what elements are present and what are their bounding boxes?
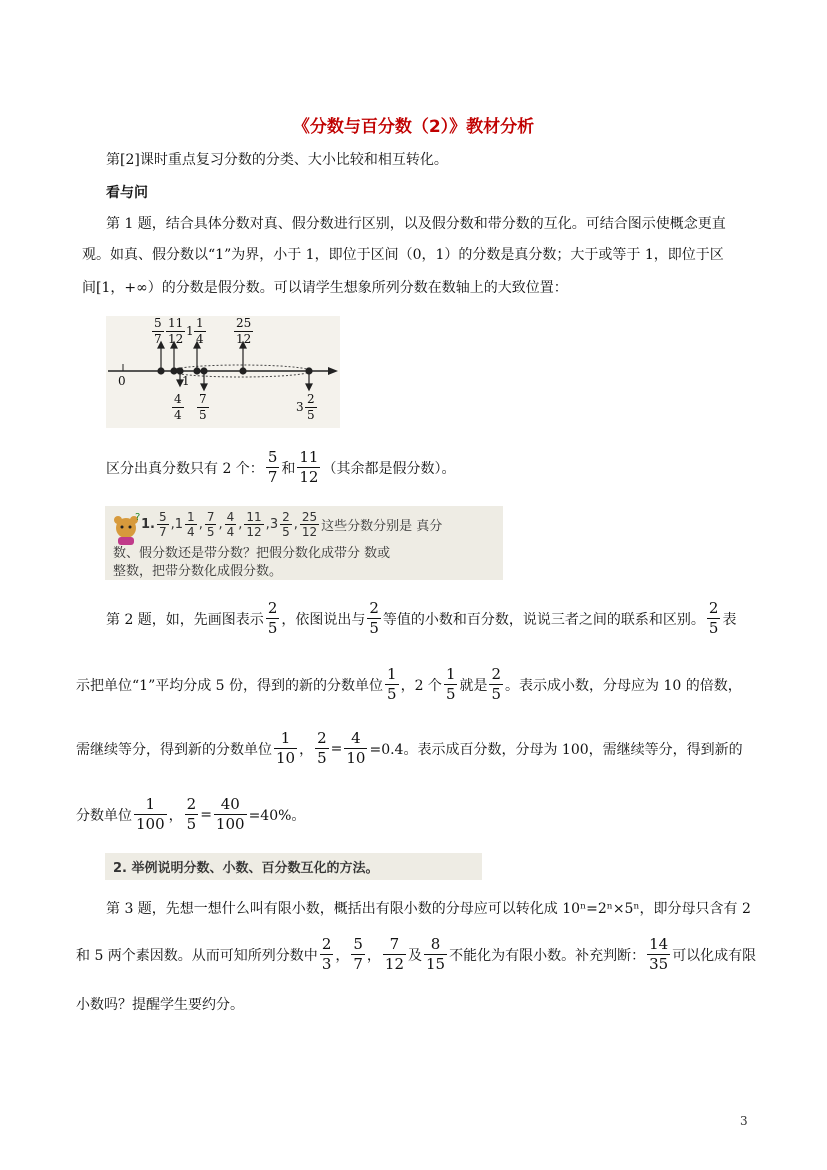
frac-4-4: $\frac{4}{4}$ [174,392,182,422]
label-zero: 0 [118,374,126,388]
point-7-5 [201,368,207,374]
number-line-figure [106,316,340,428]
q1-line2: 数、假分数还是带分数？把假分数化成带分 数或 [113,546,391,561]
frac-25-12: $\frac{25}{12}$ [236,316,252,346]
p4-line1: 第 3 题，先想一想什么叫有限小数，概括出有限小数的分母应可以转化成 10ⁿ=2ⁿ×5ⁿ，即分母只含有 2 [106,901,751,917]
frac-11-12: $\frac{11}{12}$ [299,448,319,486]
point-1-1-4 [194,368,200,374]
intro-text: 第[2]课时重点复习分数的分类、大小比较和相互转化。 [106,152,448,168]
p1-line2: 观。如真、假分数以“1”为界，小于 1，即位于区间（0，1）的分数是真分数；大于或等于 1，即位于区 [82,247,724,263]
point-5-7 [158,368,164,374]
frac-1-4: $\frac{1}{4}$ [196,316,204,346]
p3-line3: 需继续等分，得到新的分数单位 $\frac{1}{10}$ ， $\frac{2}{5}$ = $\frac{4}{10}$ =0.4。表示成百分数，分母为 100，需继续等分，得到新的 [76,729,743,767]
p3-line1: 第 2 题，如，先画图表示 $\frac{2}{5}$ ，依图说出与 $\frac{2}{5}$ 等值的小数和百分数，说说三者之间的联系和区别。 $\frac{2}{5}$ 表 [106,599,737,637]
mixed-3-whole: 3 [296,400,304,414]
p2-line: 区分出真分数只有 2 个： $\frac{5}{7}$ 和 $\frac{11}{12}$ （其余都是假分数）。 [106,448,456,486]
p3-line4: 分数单位 $\frac{1}{100}$ ， $\frac{2}{5}$ = $\frac{40}{100}$ =40%。 [76,795,306,833]
frac-2-5: $\frac{2}{5}$ [307,392,315,422]
axis-arrow [328,367,338,375]
page-number: 3 [740,1114,748,1128]
p4-line2: 和 5 两个素因数。从而可知所列分数中 $\frac{2}{3}$ ， $\frac{5}{7}$ ， $\frac{7}{12}$ 及 $\frac{8}{15}$ 不能化为有限小数。补充判断： $\frac{14}{35}$ 可以化成有限 [76,935,757,973]
svg-text:?: ? [135,512,141,523]
point-3-2-5 [306,368,312,374]
q1-line3: 整数，把带分数化成假分数。 [113,564,283,579]
point-25-12 [240,368,246,374]
frac-5-7: $\frac{5}{7}$ [154,316,162,346]
textbook-question-1 [105,506,503,580]
point-11-12 [171,368,177,374]
p3-line2: 示把单位“1”平均分成 5 份，得到的新的分数单位 $\frac{1}{5}$ ，2 个 $\frac{1}{5}$ 就是 $\frac{2}{5}$ 。表示成小数，分母应为 10 的倍数， [76,665,742,703]
p4-line3: 小数吗？提醒学生要约分。 [76,997,244,1013]
cartoon-bear-icon [111,512,141,546]
label-one: 1 [182,374,190,388]
section-heading: 看与问 [106,185,148,201]
frac-11-12: $\frac{11}{12}$ [168,316,184,346]
p1-line3: 间[1，+∞）的分数是假分数。可以请学生想象所列分数在数轴上的大致位置： [82,280,568,296]
frac-7-5: $\frac{7}{5}$ [199,392,207,422]
p1-line1: 第 1 题，结合具体分数对真、假分数进行区别，以及假分数和带分数的互化。可结合图示使概念更直 [106,216,726,232]
q1-line1: 1. $\frac{5}{7}$ , 1 $\frac{1}{4}$ , $\frac{7}{5}$ , $\frac{4}{4}$ , $\frac{11}{12}$ , 3 $\frac{2}{5}$ , $\frac{25}{12}$ 这些分数分别是 真分 [141,510,443,539]
frac-5-7: $\frac{5}{7}$ [267,448,278,486]
mixed-1-whole: 1 [186,324,194,338]
page-title: 《分数与百分数（2）》教材分析 [292,117,535,137]
textbook-question-2: 2. 举例说明分数、小数、百分数互化的方法。 [105,853,482,880]
